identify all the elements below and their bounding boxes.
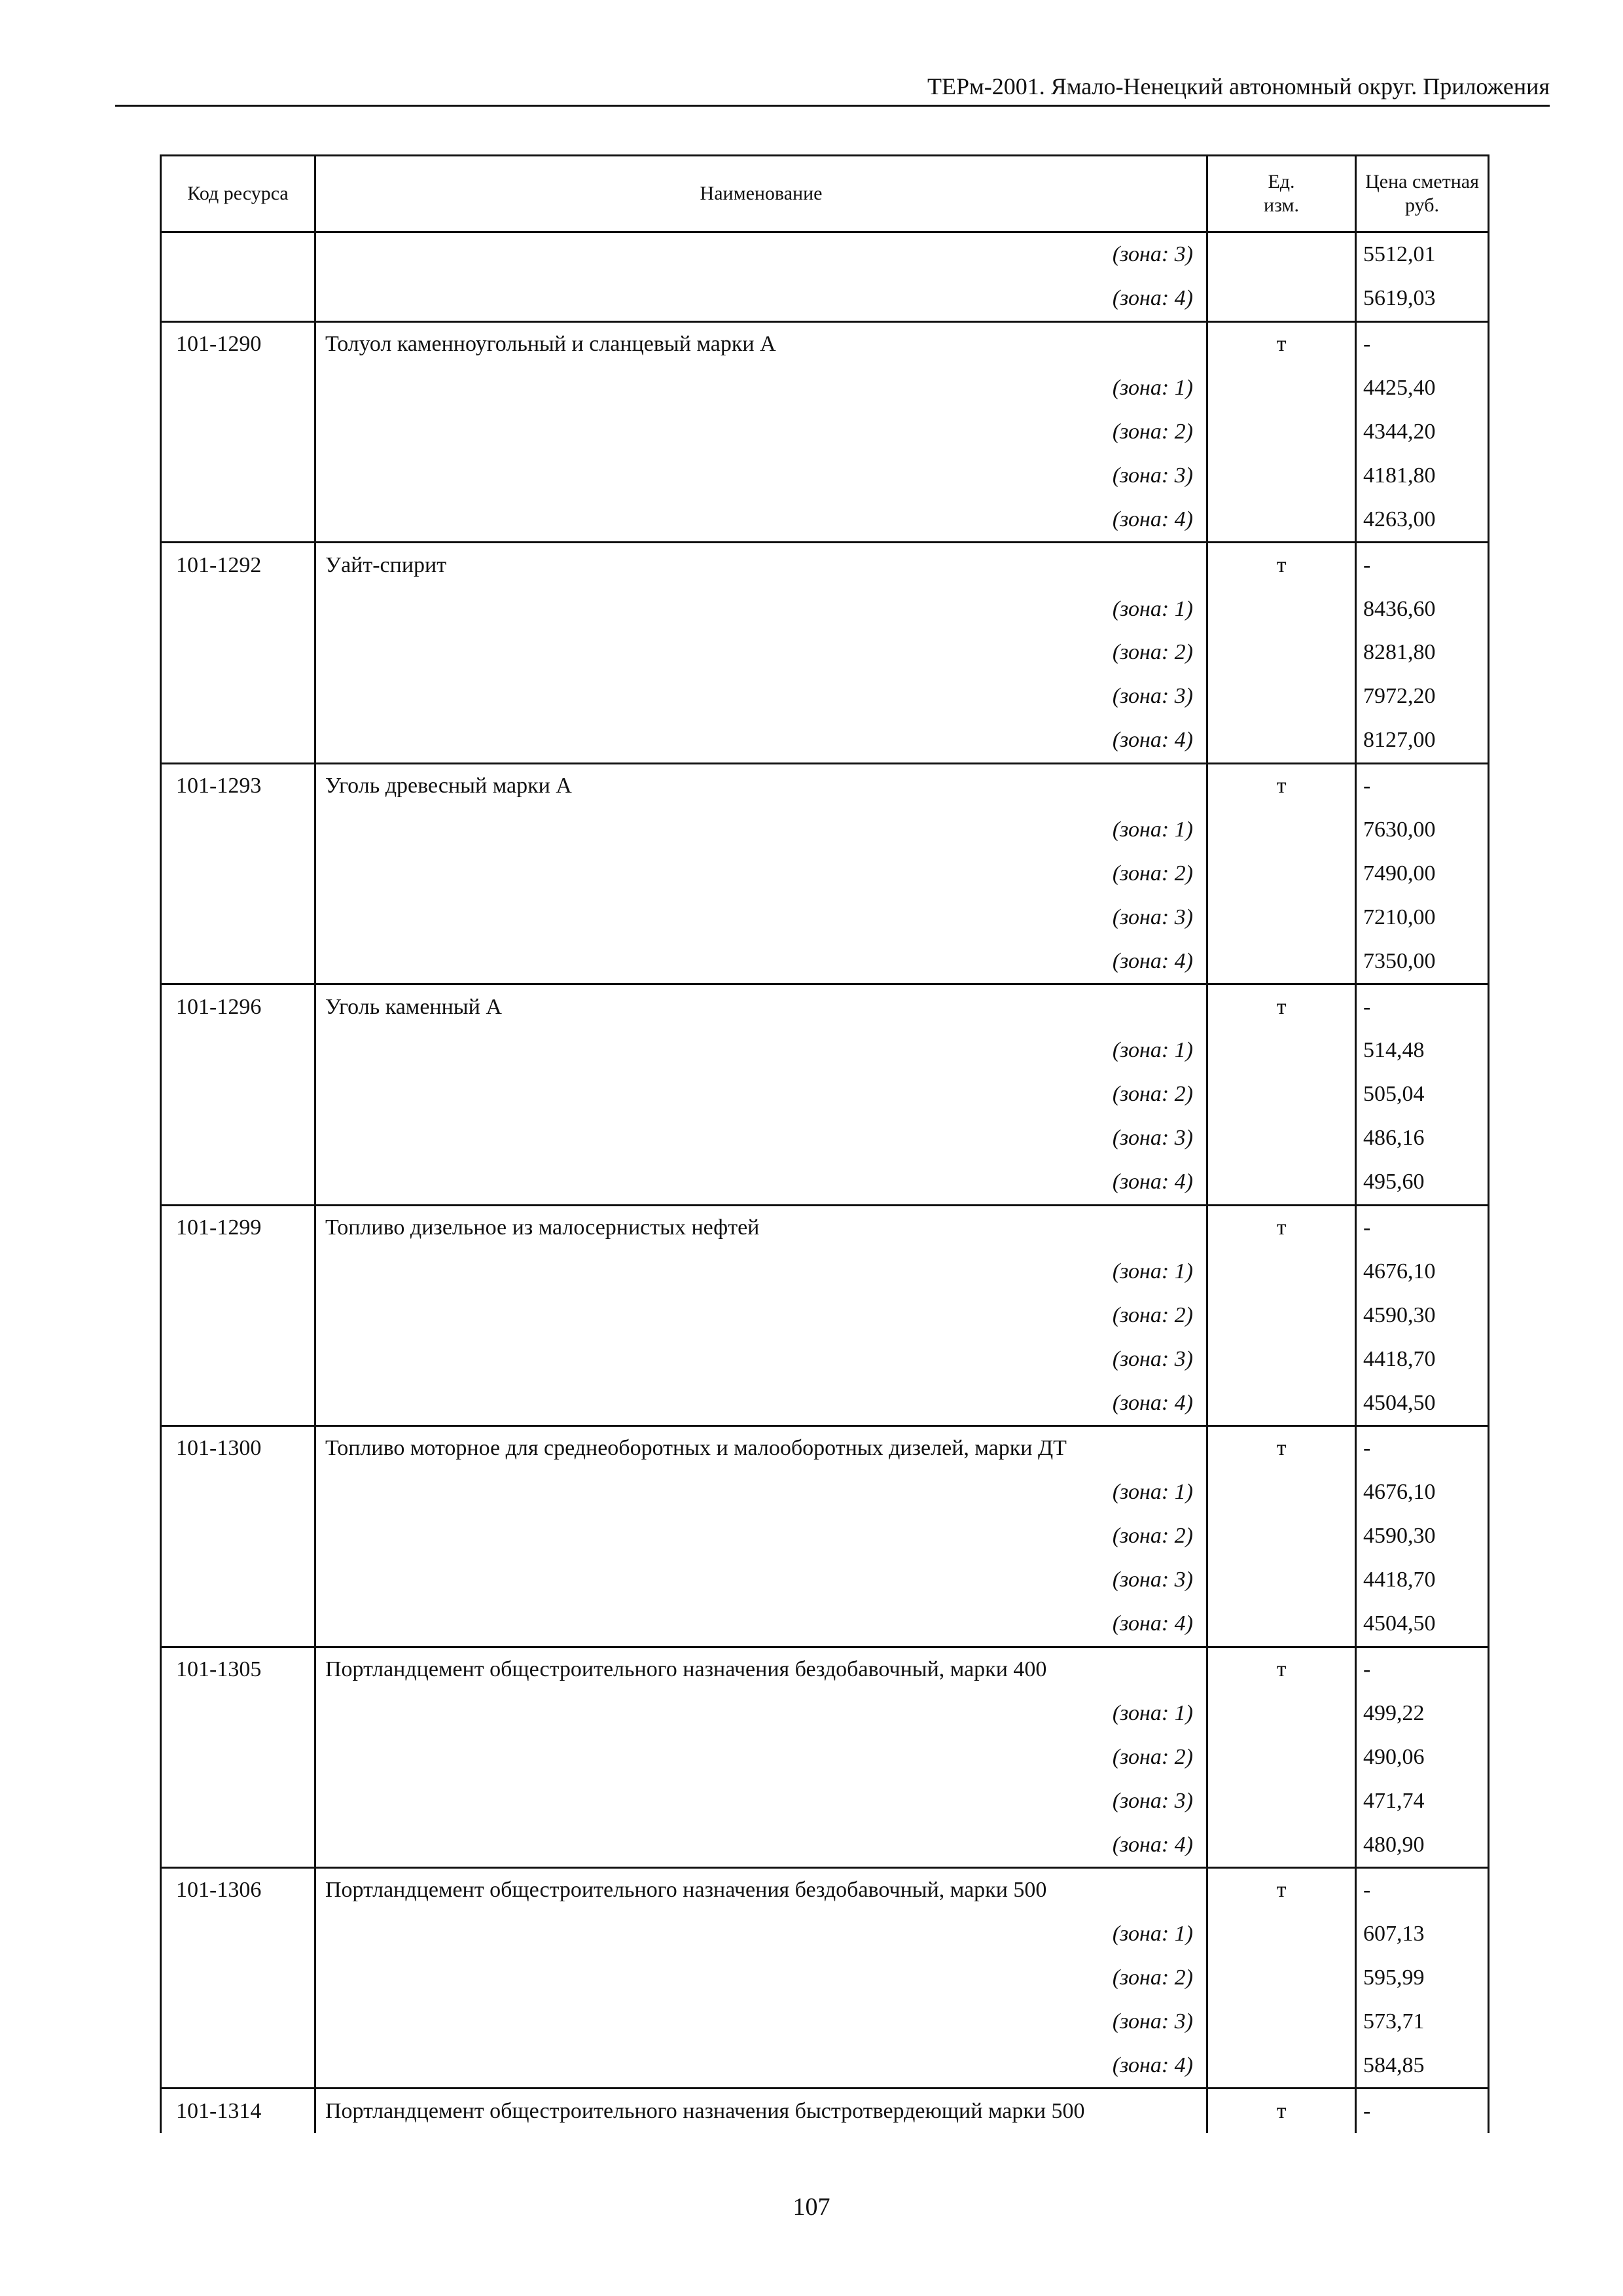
unit-cell (1207, 1249, 1356, 1293)
zone-label: (зона: 4) (315, 1602, 1207, 1647)
resource-code-cell (161, 587, 315, 631)
zone-label: (зона: 2) (315, 1735, 1207, 1779)
zone-label: (зона: 4) (315, 1381, 1207, 1426)
zone-price: 4418,70 (1356, 1337, 1489, 1381)
zone-label: (зона: 1) (315, 367, 1207, 410)
zone-price: 4504,50 (1356, 1381, 1489, 1426)
zone-label: (зона: 4) (315, 1823, 1207, 1867)
zone-row (161, 410, 1489, 454)
zone-row (161, 1735, 1489, 1779)
unit-cell (1207, 1337, 1356, 1381)
zone-label: (зона: 2) (315, 1293, 1207, 1337)
resource-code-cell (161, 1602, 315, 1647)
zone-row (161, 2044, 1489, 2089)
zone-row (161, 277, 1489, 321)
resource-code-cell (161, 808, 315, 852)
zone-label: (зона: 1) (315, 808, 1207, 852)
header-rule (115, 105, 1550, 107)
resource-code-cell (161, 1117, 315, 1160)
zone-label: (зона: 3) (315, 2000, 1207, 2044)
zone-price: 8127,00 (1356, 719, 1489, 763)
resource-row (161, 763, 1489, 808)
resource-name: Уайт-спирит (315, 543, 1207, 587)
zone-row (161, 939, 1489, 984)
unit-cell (1207, 1779, 1356, 1823)
zone-row (161, 1779, 1489, 1823)
table-body (161, 232, 1489, 2134)
zone-label: (зона: 1) (315, 1029, 1207, 1073)
zone-label: (зона: 2) (315, 1073, 1207, 1117)
zone-price: 5619,03 (1356, 277, 1489, 321)
resource-base-price: - (1356, 984, 1489, 1029)
resource-unit: т (1207, 1647, 1356, 1691)
resource-code-cell (161, 1823, 315, 1867)
running-header: ТЕРм-2001. Ямало-Ненецкий автономный округ. Приложения (927, 73, 1550, 99)
resource-unit: т (1207, 1867, 1356, 1912)
zone-label: (зона: 3) (315, 1779, 1207, 1823)
zone-label: (зона: 2) (315, 1515, 1207, 1558)
zone-row (161, 1515, 1489, 1558)
zone-row (161, 895, 1489, 939)
zone-price: 480,90 (1356, 1823, 1489, 1867)
zone-row (161, 852, 1489, 895)
unit-cell (1207, 808, 1356, 852)
zone-row (161, 1029, 1489, 1073)
unit-cell (1207, 410, 1356, 454)
resource-name: Портландцемент общестроительного назначения бездобавочный, марки 500 (315, 1867, 1207, 1912)
resource-code-cell (161, 719, 315, 763)
zone-row (161, 1602, 1489, 1647)
zone-price: 7350,00 (1356, 939, 1489, 984)
resource-code: 101-1292 (161, 543, 315, 587)
zone-label: (зона: 3) (315, 1117, 1207, 1160)
unit-cell (1207, 1602, 1356, 1647)
resource-name: Толуол каменноугольный и сланцевый марки А (315, 321, 1207, 366)
zone-row (161, 1956, 1489, 2000)
resource-code-cell (161, 410, 315, 454)
unit-cell (1207, 1073, 1356, 1117)
resource-unit: т (1207, 543, 1356, 587)
zone-label: (зона: 2) (315, 631, 1207, 675)
zone-row (161, 1337, 1489, 1381)
resource-base-price: - (1356, 543, 1489, 587)
resource-code: 101-1299 (161, 1205, 315, 1249)
unit-cell (1207, 497, 1356, 542)
unit-cell (1207, 939, 1356, 984)
resource-code-cell (161, 1293, 315, 1337)
zone-row (161, 1249, 1489, 1293)
zone-price: 8436,60 (1356, 587, 1489, 631)
resource-code-cell (161, 454, 315, 497)
unit-cell (1207, 1735, 1356, 1779)
zone-price: 4590,30 (1356, 1515, 1489, 1558)
unit-cell (1207, 1117, 1356, 1160)
resource-row (161, 321, 1489, 366)
zone-row (161, 808, 1489, 852)
resource-code: 101-1293 (161, 763, 315, 808)
zone-row (161, 631, 1489, 675)
resource-code-cell (161, 1073, 315, 1117)
zone-label: (зона: 4) (315, 719, 1207, 763)
resource-code-cell (161, 1558, 315, 1602)
resource-code-cell (161, 631, 315, 675)
resource-code-cell (161, 1471, 315, 1515)
resource-base-price: - (1356, 1647, 1489, 1691)
zone-label: (зона: 4) (315, 497, 1207, 542)
zone-price: 499,22 (1356, 1691, 1489, 1735)
zone-label: (зона: 2) (315, 852, 1207, 895)
zone-price: 7490,00 (1356, 852, 1489, 895)
resource-code-cell (161, 1735, 315, 1779)
zone-label: (зона: 3) (315, 1337, 1207, 1381)
unit-cell (1207, 895, 1356, 939)
unit-cell (1207, 675, 1356, 719)
zone-price: 573,71 (1356, 2000, 1489, 2044)
unit-cell (1207, 1471, 1356, 1515)
zone-price: 514,48 (1356, 1029, 1489, 1073)
zone-price: 4418,70 (1356, 1558, 1489, 1602)
resource-code-cell (161, 277, 315, 321)
zone-row (161, 1823, 1489, 1867)
resource-unit: т (1207, 321, 1356, 366)
zone-price: 7972,20 (1356, 675, 1489, 719)
resource-row (161, 984, 1489, 1029)
unit-cell (1207, 1381, 1356, 1426)
zone-row (161, 2000, 1489, 2044)
zone-row (161, 1558, 1489, 1602)
zone-price: 4590,30 (1356, 1293, 1489, 1337)
zone-row (161, 1293, 1489, 1337)
resource-row (161, 1205, 1489, 1249)
price-table (160, 154, 1489, 2133)
resource-code-cell (161, 1691, 315, 1735)
resource-base-price: - (1356, 2089, 1489, 2133)
unit-cell (1207, 367, 1356, 410)
column-header-unit: Ед. изм. (1207, 156, 1356, 232)
unit-cell (1207, 852, 1356, 895)
unit-cell (1207, 1515, 1356, 1558)
zone-price: 607,13 (1356, 1912, 1489, 1956)
page-number: 107 (793, 2193, 830, 2221)
zone-price: 4676,10 (1356, 1249, 1489, 1293)
resource-code-cell (161, 2044, 315, 2089)
unit-cell (1207, 1293, 1356, 1337)
unit-cell (1207, 631, 1356, 675)
resource-code: 101-1300 (161, 1426, 315, 1471)
zone-label: (зона: 3) (315, 232, 1207, 277)
zone-price: 486,16 (1356, 1117, 1489, 1160)
unit-cell (1207, 1823, 1356, 1867)
zone-row (161, 587, 1489, 631)
resource-code-cell (161, 1381, 315, 1426)
zone-label: (зона: 3) (315, 1558, 1207, 1602)
resource-code: 101-1296 (161, 984, 315, 1029)
unit-cell (1207, 2000, 1356, 2044)
resource-code-cell (161, 675, 315, 719)
resource-base-price: - (1356, 321, 1489, 366)
zone-price: 7210,00 (1356, 895, 1489, 939)
resource-row (161, 1867, 1489, 1912)
zone-row (161, 232, 1489, 277)
zone-price: 505,04 (1356, 1073, 1489, 1117)
resource-code-cell (161, 1249, 315, 1293)
column-header-price: Цена сметная руб. (1356, 156, 1489, 232)
resource-base-price: - (1356, 1426, 1489, 1471)
zone-label: (зона: 4) (315, 2044, 1207, 2089)
resource-base-price: - (1356, 1205, 1489, 1249)
zone-price: 7630,00 (1356, 808, 1489, 852)
resource-name: Уголь каменный А (315, 984, 1207, 1029)
zone-price: 471,74 (1356, 1779, 1489, 1823)
resource-code-cell (161, 497, 315, 542)
zone-row (161, 1691, 1489, 1735)
resource-code-cell (161, 1029, 315, 1073)
resource-code-cell (161, 1515, 315, 1558)
resource-unit: т (1207, 2089, 1356, 2133)
column-header-name: Наименование (315, 156, 1207, 232)
zone-row (161, 1912, 1489, 1956)
resource-unit: т (1207, 1205, 1356, 1249)
zone-row (161, 719, 1489, 763)
zone-row (161, 367, 1489, 410)
zone-label: (зона: 1) (315, 587, 1207, 631)
resource-code-cell (161, 895, 315, 939)
resource-code-cell (161, 2000, 315, 2044)
resource-code-cell (161, 232, 315, 277)
resource-base-price: - (1356, 1867, 1489, 1912)
resource-unit: т (1207, 984, 1356, 1029)
resource-code-cell (161, 1160, 315, 1205)
resource-row (161, 1426, 1489, 1471)
unit-cell (1207, 1956, 1356, 2000)
zone-price: 495,60 (1356, 1160, 1489, 1205)
zone-row (161, 1073, 1489, 1117)
zone-price: 4181,80 (1356, 454, 1489, 497)
resource-name: Уголь древесный марки А (315, 763, 1207, 808)
zone-row (161, 675, 1489, 719)
zone-price: 4344,20 (1356, 410, 1489, 454)
resource-unit: т (1207, 763, 1356, 808)
table-header-row (161, 156, 1489, 232)
unit-cell (1207, 587, 1356, 631)
resource-row (161, 1647, 1489, 1691)
resource-row (161, 2089, 1489, 2133)
zone-row (161, 1160, 1489, 1205)
resource-code-cell (161, 1956, 315, 2000)
zone-row (161, 497, 1489, 542)
unit-cell (1207, 1691, 1356, 1735)
resource-name: Портландцемент общестроительного назначения быстротвердеющий марки 500 (315, 2089, 1207, 2133)
resource-code-cell (161, 367, 315, 410)
zone-price: 584,85 (1356, 2044, 1489, 2089)
zone-label: (зона: 1) (315, 1471, 1207, 1515)
resource-name: Топливо дизельное из малосернистых нефтей (315, 1205, 1207, 1249)
resource-code-cell (161, 1337, 315, 1381)
resource-code: 101-1314 (161, 2089, 315, 2133)
column-header-code: Код ресурса (161, 156, 315, 232)
resource-base-price: - (1356, 763, 1489, 808)
zone-label: (зона: 4) (315, 939, 1207, 984)
zone-price: 4425,40 (1356, 367, 1489, 410)
zone-price: 4263,00 (1356, 497, 1489, 542)
zone-label: (зона: 1) (315, 1691, 1207, 1735)
unit-cell (1207, 232, 1356, 277)
zone-price: 8281,80 (1356, 631, 1489, 675)
unit-cell (1207, 277, 1356, 321)
zone-row (161, 1471, 1489, 1515)
unit-cell (1207, 1558, 1356, 1602)
zone-price: 4676,10 (1356, 1471, 1489, 1515)
resource-row (161, 543, 1489, 587)
zone-row (161, 454, 1489, 497)
resource-code: 101-1305 (161, 1647, 315, 1691)
zone-row (161, 1381, 1489, 1426)
resource-code-cell (161, 1779, 315, 1823)
zone-label: (зона: 3) (315, 895, 1207, 939)
resource-name: Топливо моторное для среднеоборотных и малооборотных дизелей, марки ДТ (315, 1426, 1207, 1471)
zone-price: 4504,50 (1356, 1602, 1489, 1647)
unit-cell (1207, 2044, 1356, 2089)
unit-cell (1207, 1029, 1356, 1073)
zone-label: (зона: 4) (315, 277, 1207, 321)
zone-label: (зона: 4) (315, 1160, 1207, 1205)
resource-code: 101-1306 (161, 1867, 315, 1912)
resource-name: Портландцемент общестроительного назначения бездобавочный, марки 400 (315, 1647, 1207, 1691)
unit-cell (1207, 719, 1356, 763)
zone-label: (зона: 3) (315, 454, 1207, 497)
unit-cell (1207, 1912, 1356, 1956)
resource-unit: т (1207, 1426, 1356, 1471)
zone-label: (зона: 2) (315, 410, 1207, 454)
zone-label: (зона: 2) (315, 1956, 1207, 2000)
resource-code-cell (161, 852, 315, 895)
zone-price: 490,06 (1356, 1735, 1489, 1779)
resource-code-cell (161, 939, 315, 984)
unit-cell (1207, 1160, 1356, 1205)
resource-code-cell (161, 1912, 315, 1956)
zone-label: (зона: 1) (315, 1249, 1207, 1293)
zone-price: 595,99 (1356, 1956, 1489, 2000)
zone-label: (зона: 3) (315, 675, 1207, 719)
zone-row (161, 1117, 1489, 1160)
zone-price: 5512,01 (1356, 232, 1489, 277)
zone-label: (зона: 1) (315, 1912, 1207, 1956)
resource-code: 101-1290 (161, 321, 315, 366)
unit-cell (1207, 454, 1356, 497)
